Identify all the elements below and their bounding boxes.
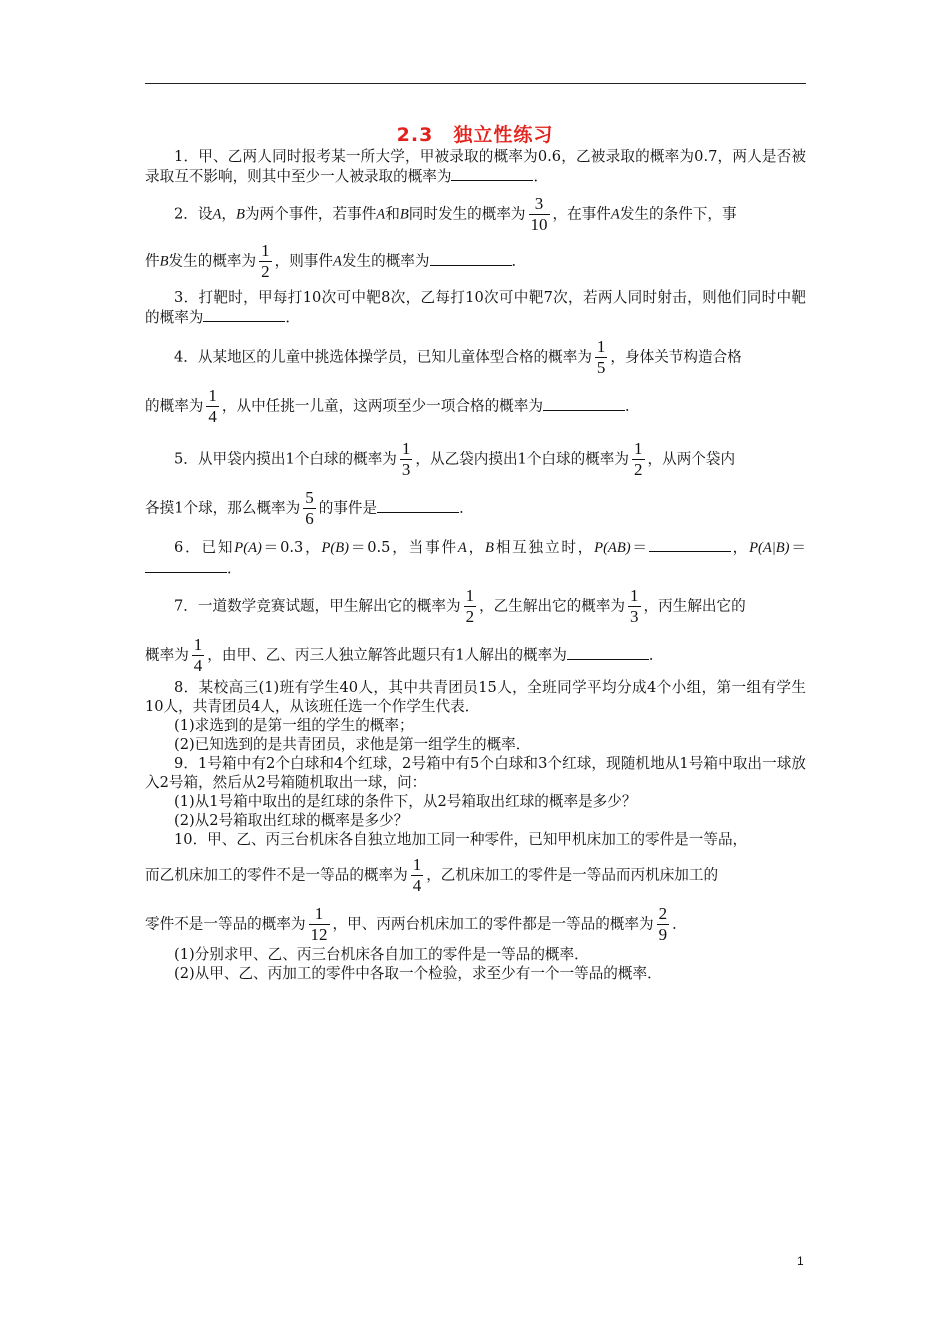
question-8 <box>145 678 806 716</box>
question-8-text: 8．某校高三(1)班有学生40人，其中共青团员15人，全班同学平均分成4个小组，第一组有学生10人，共青团员4人，从该班任选一个作学生代表． <box>145 679 806 715</box>
question-2-text: 2．设 <box>174 205 213 223</box>
question-3 <box>145 288 806 327</box>
question-10-cont <box>145 849 806 898</box>
question-2-text: 发生的条件下，事 <box>619 205 737 223</box>
question-10-part-2: (2)从甲、乙、丙加工的零件中各取一个检验，求至少有一个一等品的概率． <box>174 965 662 982</box>
denominator: 3 <box>630 607 639 626</box>
question-8-part-2: (2)已知选到的是共青团员，求他是第一组学生的概率． <box>174 736 531 753</box>
fraction-1-2 <box>632 439 645 480</box>
punct: ． <box>672 915 687 933</box>
fraction-2-9 <box>657 904 670 945</box>
denominator: 9 <box>658 925 668 944</box>
question-2-text: ，在事件 <box>552 205 611 223</box>
numerator: 1 <box>412 855 422 874</box>
question-4-text: ，从中任挑一儿童，这两项至少一项合格的概率为 <box>221 397 543 415</box>
punct: ． <box>511 252 527 270</box>
answer-blank <box>567 645 649 660</box>
question-2-text: ，则事件 <box>274 252 333 270</box>
denominator: 2 <box>465 607 475 626</box>
punct: ， <box>730 539 750 556</box>
question-10-text: 零件不是一等品的概率为 <box>145 915 306 933</box>
fraction-1-12 <box>309 904 330 945</box>
numerator: 3 <box>529 194 550 215</box>
numerator: 1 <box>465 586 475 605</box>
question-5-text: 的事件是 <box>318 499 378 517</box>
prob-a: P(A) <box>234 540 262 556</box>
answer-blank <box>451 166 533 181</box>
answer-blank <box>203 307 285 322</box>
question-6 <box>145 533 806 578</box>
question-5-text: 各摸1个球，那么概率为 <box>145 499 301 517</box>
fraction-1-3 <box>628 586 641 627</box>
event-a: A <box>610 206 620 223</box>
exercise-body <box>145 147 806 983</box>
event-b: B <box>485 540 494 556</box>
question-5 <box>145 433 806 482</box>
question-2-cont <box>145 237 806 288</box>
answer-blank <box>377 498 459 513</box>
question-7-cont <box>145 629 806 678</box>
question-3-text: 3．打靶时，甲每打10次可中靶8次，乙每打10次可中靶7次，若两人同时射击，则他们同时中靶的概率为 <box>145 289 806 326</box>
fraction-1-4 <box>206 386 219 427</box>
denominator: 4 <box>208 407 217 426</box>
answer-blank <box>145 558 227 573</box>
denominator: 4 <box>412 876 422 895</box>
question-5-cont <box>145 482 806 533</box>
question-9-part-2: (2)从2号箱取出红球的概率是多少？ <box>174 812 409 829</box>
question-7-text: ，丙生解出它的 <box>643 597 746 615</box>
event-b: B <box>159 253 169 270</box>
fraction-1-3 <box>400 439 413 480</box>
header-rule <box>145 83 806 84</box>
question-5-text: 5．从甲袋内摸出1个白球的概率为 <box>174 450 397 468</box>
numerator: 1 <box>208 386 217 405</box>
question-5-text: ，从乙袋内摸出1个白球的概率为 <box>415 450 629 468</box>
question-4-text: ，身体关节构造合格 <box>610 348 742 366</box>
question-7-text: ，乙生解出它的概率为 <box>479 597 626 615</box>
event-b: B <box>236 206 245 223</box>
question-7-text: ，由甲、乙、丙三人独立解答此题只有1人解出的概率为 <box>207 646 567 664</box>
question-9-part-1: (1)从1号箱中取出的是红球的条件下，从2号箱取出红球的概率是多少？ <box>174 793 637 810</box>
prob-a-given-b: P(A|B) <box>749 540 790 556</box>
question-8-part-1: (1)求选到的是第一组的学生的概率； <box>174 717 414 734</box>
question-9 <box>145 754 806 792</box>
fraction-5-6 <box>303 488 316 529</box>
punct: ． <box>459 499 474 517</box>
numerator: 5 <box>305 488 314 507</box>
numerator: 1 <box>261 241 270 260</box>
question-7 <box>145 578 806 629</box>
question-1 <box>145 147 806 186</box>
answer-blank <box>543 396 625 411</box>
fraction-1-2 <box>259 241 272 282</box>
punct: ． <box>648 646 664 664</box>
question-9-text: 9．1号箱中有2个白球和4个红球，2号箱中有5个白球和3个红球，现随机地从1号箱中取出一球放入2号箱，然后从2号箱随机取出一球，问： <box>145 755 806 791</box>
question-4-cont <box>145 380 806 433</box>
fraction-1-4 <box>192 635 205 676</box>
question-10-text: 10．甲、乙、丙三台机床各自独立地加工同一种零件，已知甲机床加工的零件是一等品， <box>174 831 748 848</box>
denominator: 10 <box>530 215 548 234</box>
denominator: 12 <box>310 925 328 944</box>
punct: ． <box>285 309 300 326</box>
question-2-text: 发生的概率为 <box>341 252 430 270</box>
question-1-text: 1．甲、乙两人同时报考某一所大学，甲被录取的概率为0.6，乙被录取的概率为0.7，两人是否被录取互不影响，则其中至少一人被录取的概率为 <box>145 148 806 185</box>
punct: ． <box>533 168 549 185</box>
prob-ab: P(AB) <box>594 540 631 556</box>
punct: ． <box>624 397 640 415</box>
fraction-1-2 <box>464 586 477 627</box>
answer-blank <box>649 537 731 552</box>
denominator: 5 <box>596 358 606 377</box>
question-6-text: ＝0.3， <box>261 539 322 556</box>
question-2-text: 件 <box>145 252 160 270</box>
question-2-text: 同时发生的概率为 <box>408 205 526 223</box>
fraction-1-4 <box>411 855 424 896</box>
question-6-text: 6．已知 <box>174 539 235 556</box>
numerator: 1 <box>596 337 606 356</box>
numerator: 1 <box>309 904 330 925</box>
question-2-text: 和 <box>385 205 400 223</box>
numerator: 2 <box>658 904 668 923</box>
numerator: 1 <box>401 439 411 458</box>
question-6-text: ＝ <box>630 539 649 556</box>
denominator: 4 <box>193 656 203 675</box>
event-a: A <box>333 253 342 270</box>
question-10-text: 而乙机床加工的零件不是一等品的概率为 <box>145 866 408 884</box>
event-a: A <box>212 206 222 223</box>
fraction-3-10 <box>529 194 550 235</box>
denominator: 2 <box>261 262 270 281</box>
question-6-text: 相互独立时， <box>493 539 595 556</box>
fraction-1-5 <box>595 337 608 378</box>
prob-b: P(B) <box>321 540 350 556</box>
numerator: 1 <box>634 439 643 458</box>
punct: ． <box>227 560 242 577</box>
event-a: A <box>376 206 386 223</box>
question-7-text: 7．一道数学竞赛试题，甲生解出它的概率为 <box>174 597 461 615</box>
denominator: 6 <box>305 509 314 528</box>
denominator: 3 <box>401 460 411 479</box>
denominator: 2 <box>634 460 643 479</box>
numerator: 1 <box>630 586 639 605</box>
question-10-cont-2 <box>145 898 806 945</box>
question-4-text: 4．从某地区的儿童中挑选体操学员，已知儿童体型合格的概率为 <box>174 348 592 366</box>
question-10 <box>145 830 806 849</box>
question-6-text: ＝0.5，当事件 <box>349 539 458 556</box>
question-6-text: ＝ <box>789 539 806 556</box>
punct: ， <box>221 205 237 223</box>
event-a: A <box>457 540 467 556</box>
question-10-text: ，乙机床加工的零件是一等品而丙机床加工的 <box>426 866 719 884</box>
page-title: 2.3 独立性练习 <box>396 124 554 146</box>
question-7-text: 概率为 <box>145 646 189 664</box>
question-2-text: 发生的概率为 <box>168 252 257 270</box>
numerator: 1 <box>193 635 203 654</box>
page-number: 1 <box>797 1254 804 1268</box>
event-b: B <box>399 206 409 223</box>
question-2 <box>145 186 806 237</box>
question-4 <box>145 327 806 380</box>
answer-blank <box>430 251 512 266</box>
question-4-text: 的概率为 <box>145 397 204 415</box>
punct: ， <box>466 539 486 556</box>
question-2-text: 为两个事件，若事件 <box>244 205 377 223</box>
question-10-part-1: (1)分别求甲、乙、丙三台机床各自加工的零件是一等品的概率． <box>174 946 589 963</box>
question-5-text: ，从两个袋内 <box>647 450 736 468</box>
question-10-text: ，甲、丙两台机床加工的零件都是一等品的概率为 <box>332 915 654 933</box>
